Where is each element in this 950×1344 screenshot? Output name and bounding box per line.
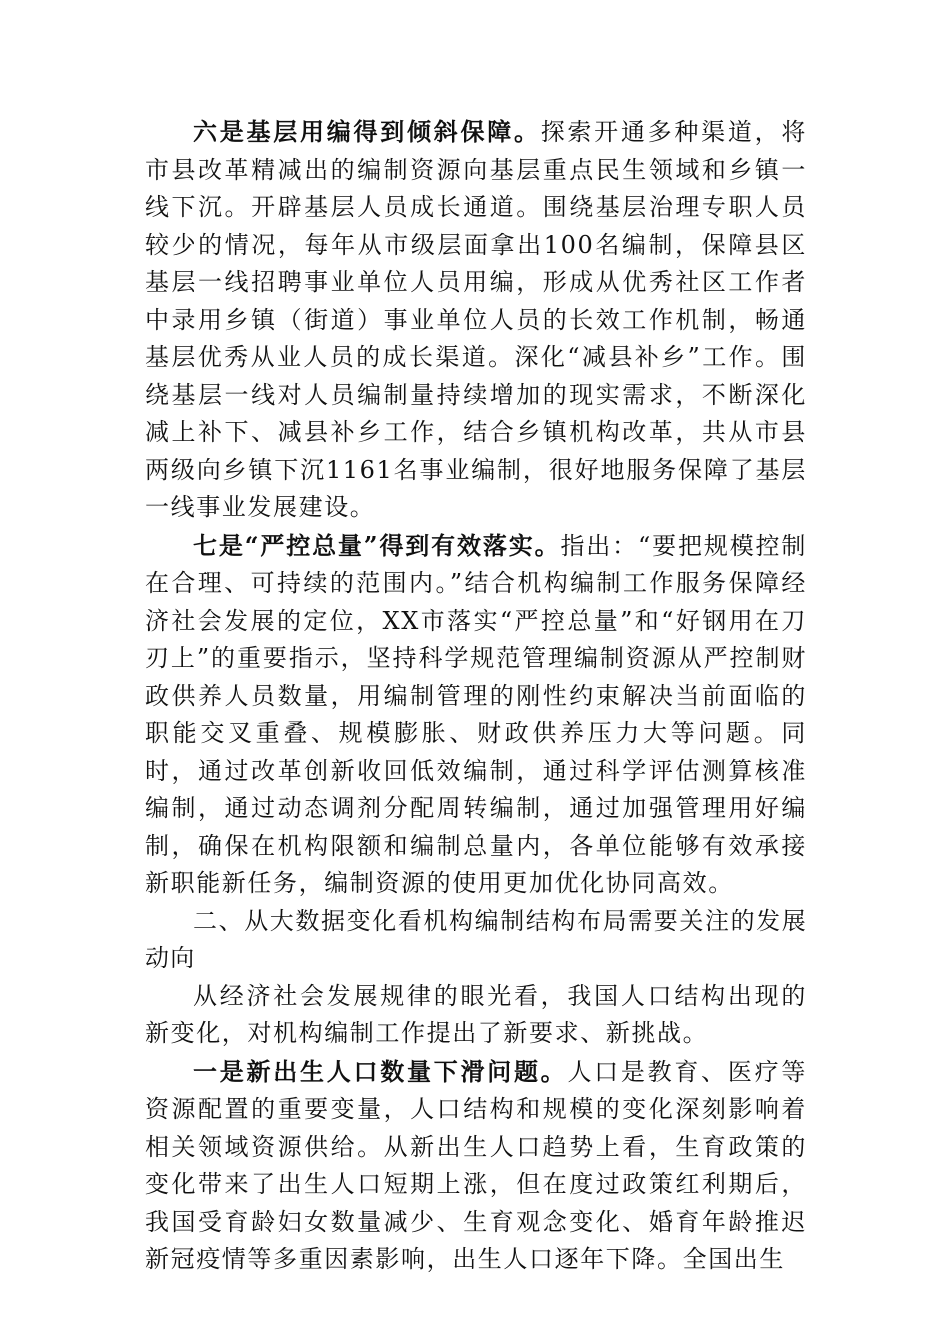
paragraph-one (145, 1053, 807, 1279)
paragraph-seven-body: 指出：“要把规模控制在合理、可持续的范围内。”结合机构编制工作服务保障经济社会发展的定位，XX市落实“严控总量”和“好钢用在刀刃上”的重要指示，坚持科学规范管理编制资源从严控制财政供养人员数量，用编制管理的刚性约束解决当前面临的职能交叉重叠、规模膨胀、财政供养压力大等问题。同时，通过改革创新收回低效编制，通过科学评估测算核准编制，通过动态调剂分配周转编制，通过加强管理用好编制，确保在机构限额和编制总量内，各单位能够有效承接新职能新任务，编制资源的使用更加优化协同高效。 (145, 531, 807, 897)
paragraph-one-lead: 一是新出生人口数量下滑问题。 (193, 1056, 568, 1086)
section-intro: 从经济社会发展规律的眼光看，我国人口结构出现的新变化，对机构编制工作提出了新要求、新挑战。 (145, 981, 807, 1047)
paragraph-six-lead: 六是基层用编得到倾斜保障。 (193, 117, 541, 146)
section-heading: 二、从大数据变化看机构编制结构布局需要关注的发展动向 (145, 906, 807, 972)
document-page (145, 113, 807, 1279)
paragraph-one-body: 人口是教育、医疗等资源配置的重要变量，人口结构和规模的变化深刻影响着相关领域资源供给。从新出生人口趋势上看，生育政策的变化带来了出生人口短期上涨，但在度过政策红利期后，我国受育龄妇女数量减少、生育观念变化、婚育年龄推迟新冠疫情等多重因素影响，出生人口逐年下降。全国出生 (145, 1057, 807, 1273)
paragraph-six (145, 113, 807, 527)
paragraph-six-body: 探索开通多种渠道，将市县改革精减出的编制资源向基层重点民生领域和乡镇一线下沉。开辟基层人员成长通道。围绕基层治理专职人员较少的情况，每年从市级层面拿出100名编制，保障县区基层一线招聘事业单位人员用编，形成从优秀社区工作者中录用乡镇（街道）事业单位人员的长效工作机制，畅通基层优秀从业人员的成长渠道。深化“减县补乡”工作。围绕基层一线对人员编制量持续增加的现实需求，不断深化减上补下、减县补乡工作，结合乡镇机构改革，共从市县两级向乡镇下沉1161名事业编制，很好地服务保障了基层一线事业发展建设。 (145, 118, 807, 521)
paragraph-seven (145, 527, 807, 903)
paragraph-seven-lead: 七是“严控总量”得到有效落实。 (193, 530, 561, 560)
